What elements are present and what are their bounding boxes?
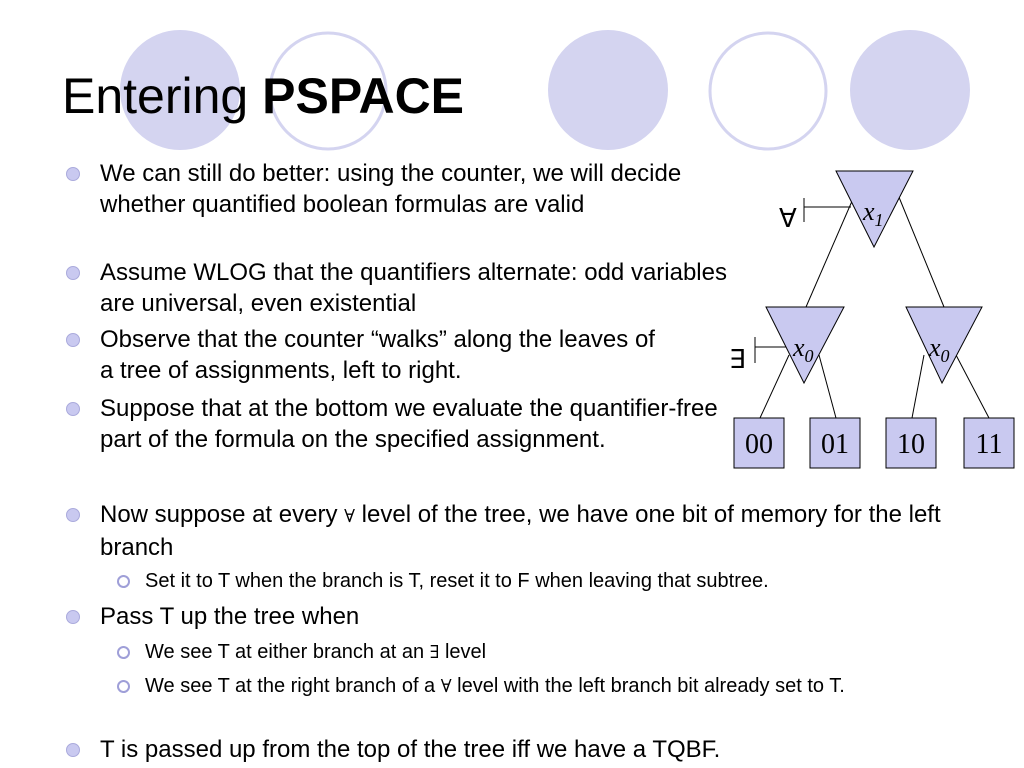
title-bold-text: PSPACE <box>262 68 465 124</box>
node-var: x <box>793 333 805 362</box>
sub-bullet-text: Set it to T when the branch is T, reset it to F when leaving that subtree. <box>145 570 769 592</box>
leaf-label: 00 <box>745 429 773 460</box>
sub-bullet-text: We see T at either branch at an <box>145 641 430 663</box>
bullet-text: T is passed up from the top of the tree iff we have a TQBF. <box>100 736 721 763</box>
assignment-tree-diagram <box>724 165 1024 475</box>
bullet-text: We can still do better: using the counter, we will decide whether quantified boolean formulas are valid <box>100 160 682 218</box>
tree-edge <box>806 185 859 307</box>
sub-bullet-text: level with the left branch bit already set to T. <box>451 675 845 697</box>
node-subscript: 1 <box>874 210 884 230</box>
forall-symbol: ∀ <box>440 676 452 697</box>
tree-edge <box>760 355 789 418</box>
bullet-dot <box>66 333 80 347</box>
leaf-label: 11 <box>975 429 1003 460</box>
bullet-text: Suppose that at the bottom we evaluate the quantifier-free part of the formula on the specified assignment. <box>100 395 718 453</box>
bullet-item <box>100 158 715 220</box>
tree-edge <box>956 355 989 418</box>
bullet-dot <box>66 508 80 522</box>
bullet-item <box>100 393 730 455</box>
exists-quantifier-label: ∃ <box>729 345 746 374</box>
sub-bullet-text: level <box>439 641 487 663</box>
bullet-text: Assume WLOG that the quantifiers alternate: odd variables are universal, even existential <box>100 259 727 317</box>
node-var: x <box>863 197 875 226</box>
sub-bullet-item <box>145 672 985 701</box>
sub-bullet-ring <box>117 646 130 659</box>
bullet-item <box>100 257 730 319</box>
deco-circle-filled <box>850 30 970 150</box>
forall-symbol: ∀ <box>344 506 355 527</box>
bullet-text: level of the tree, we have one bit of memory for the left branch <box>100 501 941 561</box>
bullet-dot <box>66 610 80 624</box>
bullet-text: Pass T up the tree when <box>100 603 360 630</box>
bullet-dot <box>66 402 80 416</box>
node-var: x <box>929 333 941 362</box>
leaf-label: 10 <box>897 429 925 460</box>
bullet-dot <box>66 167 80 181</box>
bullet-item <box>100 601 960 632</box>
sub-bullet-text: We see T at the right branch of a <box>145 675 441 697</box>
sub-bullet-ring <box>117 575 130 588</box>
exists-symbol: ∃ <box>429 642 440 663</box>
bullet-text: Observe that the counter “walks” along the leaves of a tree of assignments, left to right. <box>100 326 655 384</box>
bullet-text: Now suppose at every <box>100 501 345 528</box>
bullet-dot <box>66 266 80 280</box>
bullet-item <box>100 734 990 765</box>
node-subscript: 0 <box>804 346 814 366</box>
tree-edge <box>912 355 924 418</box>
forall-quantifier-label: ∀ <box>779 204 797 233</box>
leaf-label: 01 <box>821 429 849 460</box>
sub-bullet-item <box>145 567 1005 595</box>
left-node <box>766 307 844 383</box>
tree-edge <box>894 185 944 307</box>
sub-bullet-item <box>145 638 1005 667</box>
deco-circle-filled <box>548 30 668 150</box>
tree-edge <box>819 355 836 418</box>
bullet-item <box>100 324 660 386</box>
sub-bullet-ring <box>117 680 130 693</box>
deco-circle-ring <box>710 33 826 149</box>
node-subscript: 0 <box>940 346 950 366</box>
title-text: Entering <box>62 68 263 124</box>
bullet-dot <box>66 743 80 757</box>
bullet-item <box>100 499 990 563</box>
right-node <box>906 307 982 383</box>
slide-title <box>62 66 464 126</box>
